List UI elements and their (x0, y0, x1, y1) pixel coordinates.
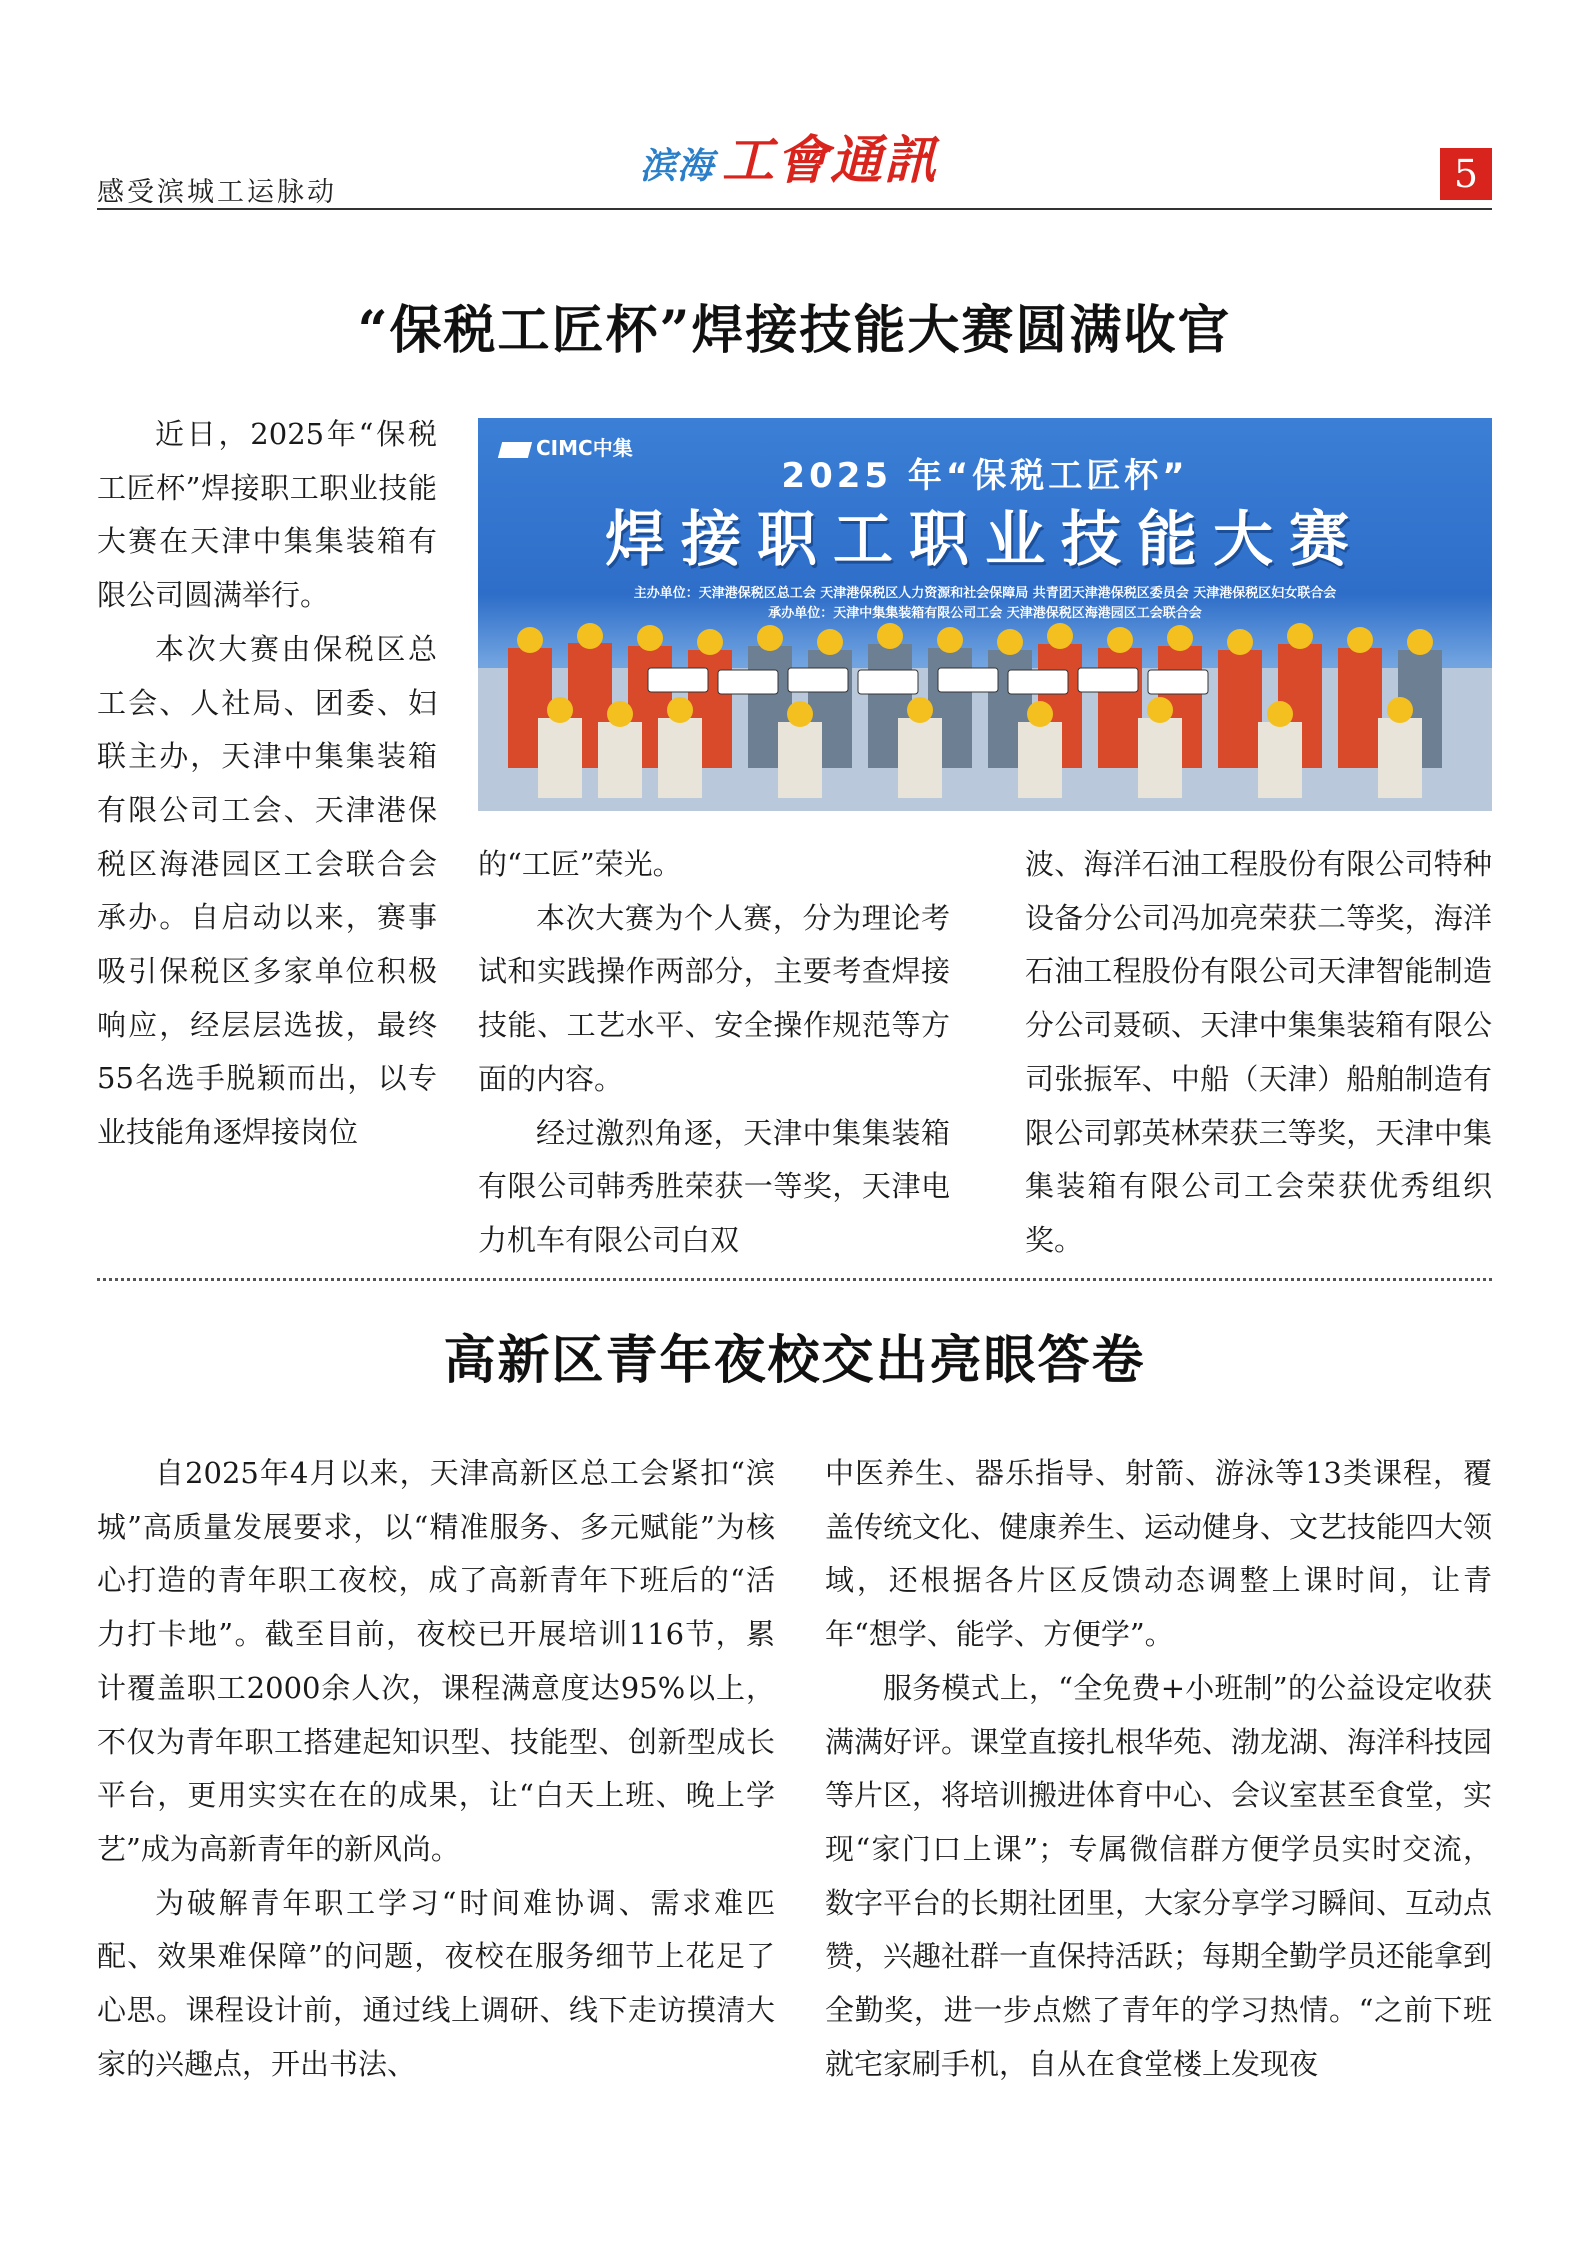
paragraph: 本次大赛为个人赛，分为理论考试和实践操作两部分，主要考查焊接技能、工艺水平、安全操作规范等方面的内容。 (478, 900, 950, 1096)
article2-column-2 (825, 1447, 1492, 2091)
article-divider (97, 1278, 1492, 1281)
article2-column-1 (97, 1447, 775, 2091)
paragraph: 经过激烈角逐，天津中集集装箱有限公司韩秀胜荣获一等奖，天津电力机车有限公司白双 (478, 1115, 950, 1257)
paragraph: 服务模式上，“全免费+小班制”的公益设定收获满满好评。课堂直接扎根华苑、渤龙湖、海洋科技园等片区，将培训搬进体育中心、会议室甚至食堂，实现“家门口上课”；专属微信群方便学员实时交流，数字平台的长期社团里，大家分享学习瞬间、互动点赞，兴趣社群一直保持活跃；每期全勤学员还能拿到全勤奖，进一步点燃了青年的学习热情。“之前下班就宅家刷手机，自从在食堂楼上发现夜 (825, 1670, 1493, 2081)
paragraph: 的“工匠”荣光。 (478, 847, 682, 881)
article1-column-1 (97, 408, 437, 1160)
section-label: 感受滨城工运脉动 (97, 177, 337, 208)
photo-banner-hosts: 承办单位：天津中集集装箱有限公司工会 天津港保税区海港园区工会联合会 (768, 606, 1202, 621)
paragraph: 近日，2025年“保税工匠杯”焊接职工职业技能大赛在天津中集集装箱有限公司圆满举行。 (97, 417, 437, 613)
competition-group-photo (478, 418, 1492, 811)
article1-column-2 (478, 838, 950, 1268)
page-number: 5 (1440, 148, 1492, 200)
paragraph: 中医养生、器乐指导、射箭、游泳等13类课程，覆盖传统文化、健康养生、运动健身、文艺技能四大领域，还根据各片区反馈动态调整上课时间，让青年“想学、能学、方便学”。 (825, 1456, 1493, 1652)
photo-banner-organizers: 主办单位：天津港保税区总工会 天津港保税区人力资源和社会保障局 共青团天津港保税区委员会 天津港保税区妇女联合会 (633, 586, 1337, 601)
photo-banner-subtitle: 2025 年“保税工匠杯” (781, 456, 1189, 496)
paragraph: 本次大赛由保税区总工会、人社局、团委、妇联主办，天津中集集装箱有限公司工会、天津港保税区海港园区工会联合会承办。自启动以来，赛事吸引保税区多家单位积极响应，经层层选拔，最终55名选手脱颖而出，以专业技能角逐焊接岗位 (97, 631, 437, 1150)
masthead-logo (640, 118, 939, 191)
masthead-small: 滨海 (640, 146, 715, 187)
masthead-big: 工會通訊 (722, 130, 939, 191)
paragraph: 波、海洋石油工程股份有限公司特种设备分公司冯加亮荣获二等奖，海洋石油工程股份有限公司天津智能制造分公司聂硕、天津中集集装箱有限公司张振军、中船（天津）船舶制造有限公司郭英林荣获三等奖，天津中集集装箱有限公司工会荣获优秀组织奖。 (1025, 847, 1492, 1257)
paragraph: 自2025年4月以来，天津高新区总工会紧扣“滨城”高质量发展要求，以“精准服务、多元赋能”为核心打造的青年职工夜校，成了高新青年下班后的“活力打卡地”。截至目前，夜校已开展培训116节，累计覆盖职工2000余人次，课程满意度达95%以上，不仅为青年职工搭建起知识型、技能型、创新型成长平台，更用实实在在的成果，让“白天上班、晚上学艺”成为高新青年的新风尚。 (97, 1456, 775, 1866)
article1-title: “保税工匠杯”焊接技能大赛圆满收官 (357, 300, 1232, 361)
cimc-logo: CIMC中集 (500, 432, 633, 461)
article2-title: 高新区青年夜校交出亮眼答卷 (443, 1330, 1146, 1391)
paragraph: 为破解青年职工学习“时间难协调、需求难匹配、效果难保障”的问题，夜校在服务细节上花足了心思。课程设计前，通过线上调研、线下走访摸清大家的兴趣点，开出书法、 (97, 1885, 775, 2081)
header-divider (97, 208, 1492, 210)
article1-column-3 (1025, 838, 1492, 1268)
photo-banner-title: 焊接职工职业技能大赛 (605, 505, 1365, 575)
